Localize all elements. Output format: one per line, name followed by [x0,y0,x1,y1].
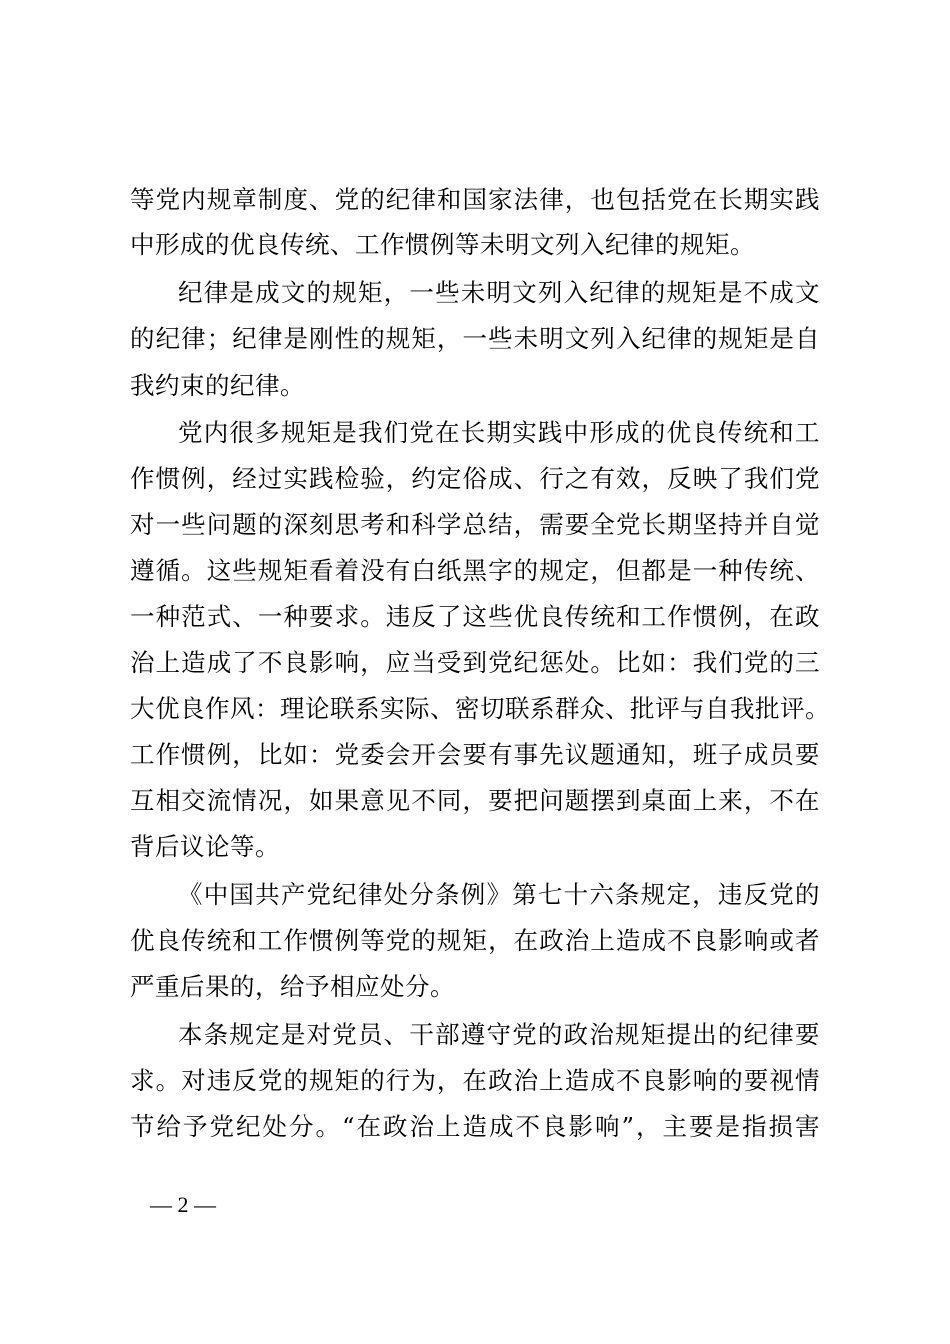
paragraph-line: 作惯例，经过实践检验，约定俗成、行之有效，反映了我们党 [130,464,820,493]
paragraph-line: 互相交流情况，如果意见不同，要把问题摆到桌面上来，不在 [130,786,820,815]
paragraph-line: 节给予党纪处分。“在政治上造成不良影响”，主要是指损害 [130,1112,820,1141]
paragraph-line: 背后议论等。 [130,832,280,861]
paragraph-line: 中形成的优良传统、工作惯例等未明文列入纪律的规矩。 [130,230,755,259]
paragraph-line: 对一些问题的深刻思考和科学总结，需要全党长期坚持并自觉 [130,510,820,539]
paragraph-line: 的纪律；纪律是刚性的规矩，一些未明文列入纪律的规矩是自 [130,324,820,353]
paragraph-line: 工作惯例，比如：党委会开会要有事先议题通知，班子成员要 [130,740,820,769]
paragraph-line: 求。对违反党的规矩的行为，在政治上造成不良影响的要视情 [130,1066,820,1095]
paragraph-line: 我约束的纪律。 [130,371,305,400]
paragraph-line: 纪律是成文的规矩，一些未明文列入纪律的规矩是不成文 [178,278,820,307]
paragraph-line: 《中国共产党纪律处分条例》第七十六条规定，违反党的 [178,880,820,909]
paragraph-line: 党内很多规矩是我们党在长期实践中形成的优良传统和工 [178,418,820,447]
paragraph-line: 大优良作风：理论联系实际、密切联系群众、批评与自我批评。 [130,694,830,723]
paragraph-line: 等党内规章制度、党的纪律和国家法律，也包括党在长期实践 [130,185,820,214]
paragraph-line: 本条规定是对党员、干部遵守党的政治规矩提出的纪律要 [178,1020,820,1049]
paragraph-line: 优良传统和工作惯例等党的规矩，在政治上造成不良影响或者 [130,926,820,955]
paragraph-line: 治上造成了不良影响，应当受到党纪惩处。比如：我们党的三 [130,648,820,677]
paragraph-line: 遵循。这些规矩看着没有白纸黑字的规定，但都是一种传统、 [130,556,820,585]
paragraph-line: 一种范式、一种要求。违反了这些优良传统和工作惯例，在政 [130,602,820,631]
page-number: — 2 — [150,1192,216,1217]
paragraph-line: 严重后果的，给予相应处分。 [130,972,455,1001]
